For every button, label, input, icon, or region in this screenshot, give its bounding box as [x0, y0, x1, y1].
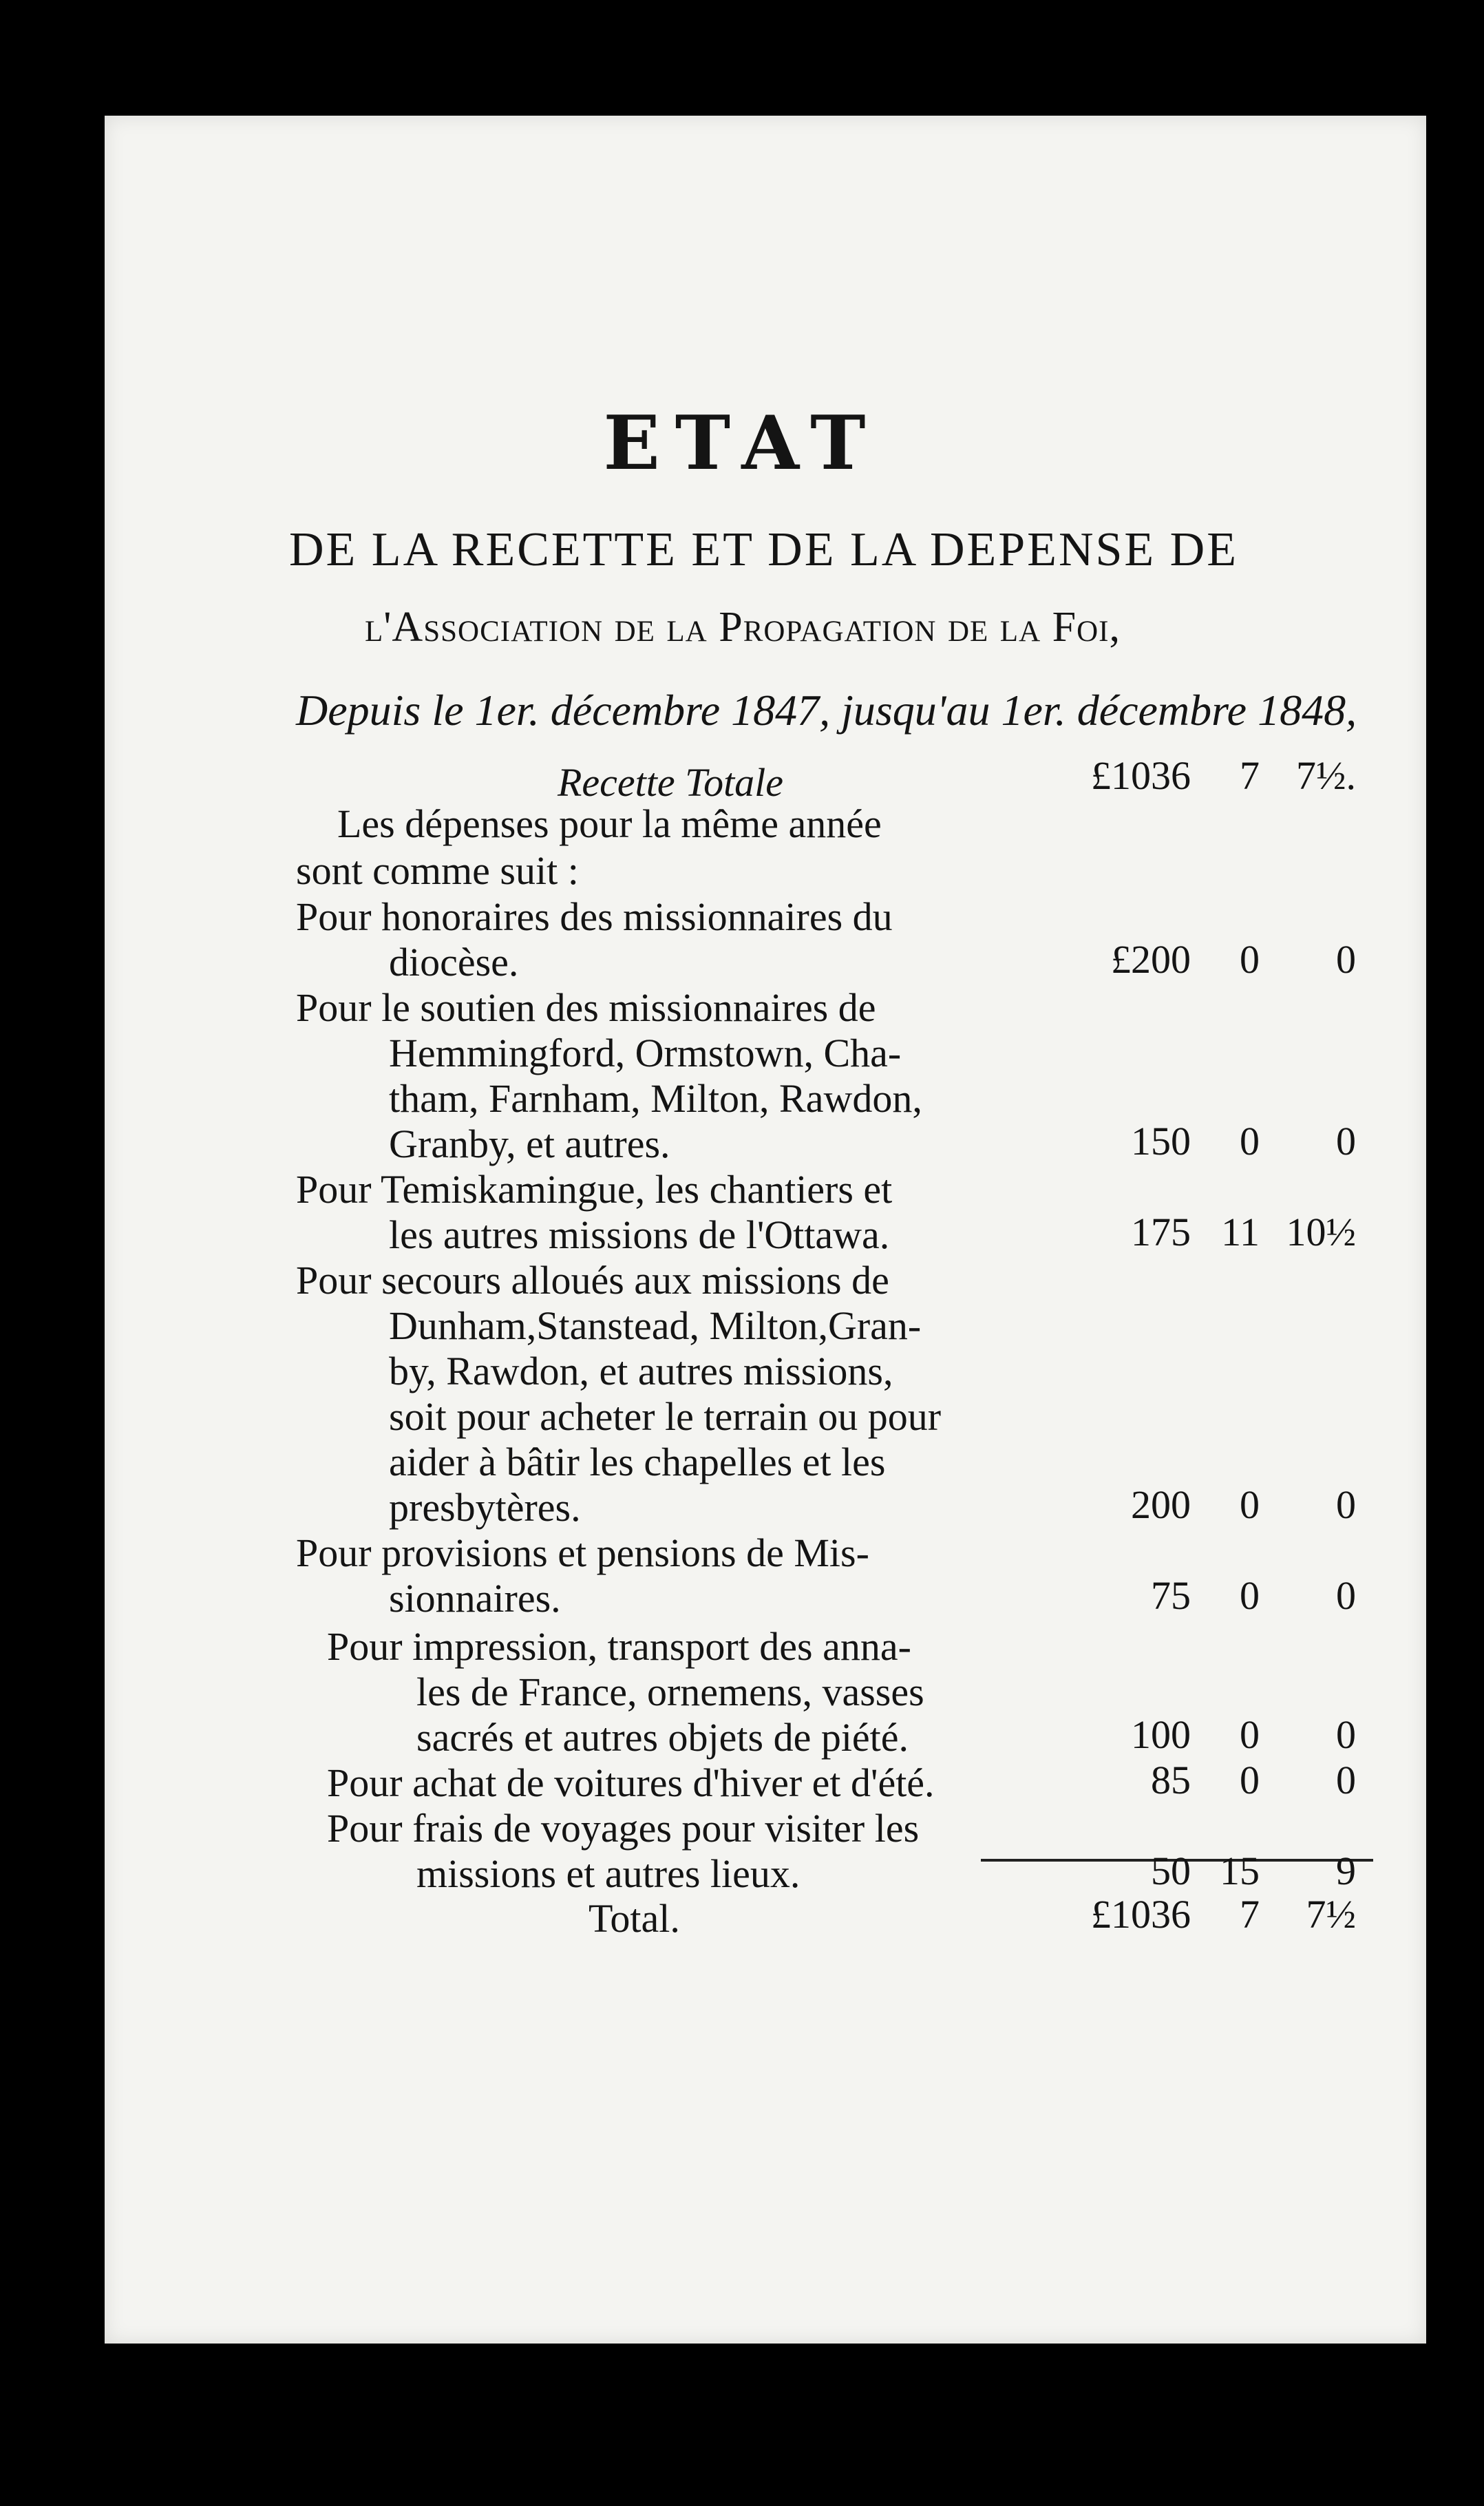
expense-pounds: 150	[1131, 1119, 1191, 1164]
expense-line: diocèse.	[389, 940, 519, 984]
expense-pounds: 100	[1131, 1712, 1191, 1757]
expense-shillings: 0	[1240, 1482, 1260, 1527]
expense-shillings: 11	[1221, 1210, 1260, 1254]
expense-shillings: 0	[1240, 1712, 1260, 1757]
expense-line: by, Rawdon, et autres missions,	[389, 1349, 893, 1393]
expense-line: Pour Temiskamingue, les chantiers et	[296, 1167, 893, 1212]
total-pence: 7½	[1306, 1892, 1356, 1937]
intro-line-1: Les dépenses pour la même année	[337, 801, 882, 846]
expense-pence: 10½	[1286, 1210, 1356, 1254]
total-label: Total.	[589, 1896, 680, 1941]
expense-pounds: 175	[1131, 1210, 1191, 1254]
expense-line: tham, Farnham, Milton, Rawdon,	[389, 1076, 922, 1121]
expense-pence: 0	[1336, 1482, 1356, 1527]
total-pounds: £1036	[1091, 1892, 1191, 1937]
expense-line: les autres missions de l'Ottawa.	[389, 1212, 890, 1257]
expense-line: Pour provisions et pensions de Mis-	[296, 1530, 869, 1575]
expense-line: presbytères.	[389, 1485, 581, 1530]
expense-line: Granby, et autres.	[389, 1122, 670, 1166]
expense-line: Pour honoraires des missionnaires du	[296, 894, 893, 939]
expense-pounds: £200	[1111, 937, 1191, 982]
receipt-shillings: 7	[1240, 753, 1260, 798]
expense-pence: 0	[1336, 1573, 1356, 1618]
expense-line: Hemmingford, Ormstown, Cha-	[389, 1031, 902, 1075]
receipt-pence: 7½.	[1296, 753, 1356, 798]
receipt-label: Recette Totale	[558, 760, 784, 805]
expense-shillings: 0	[1240, 1119, 1260, 1164]
expense-line: Pour achat de voitures d'hiver et d'été.	[327, 1760, 935, 1805]
receipt-pounds: £1036	[1091, 753, 1191, 798]
expense-pence: 0	[1336, 1758, 1356, 1802]
expense-pounds: 50	[1151, 1849, 1191, 1893]
expense-pence: 0	[1336, 937, 1356, 982]
intro-line-2: sont comme suit :	[296, 848, 579, 893]
expense-pence: 0	[1336, 1712, 1356, 1757]
expense-line: missions et autres lieux.	[416, 1851, 801, 1896]
expense-pounds: 85	[1151, 1758, 1191, 1802]
expense-line: Dunham,Stanstead, Milton,Gran-	[389, 1303, 922, 1348]
expense-line: sionnaires.	[389, 1576, 561, 1621]
expense-line: Pour frais de voyages pour visiter les	[327, 1806, 920, 1851]
expense-pounds: 75	[1151, 1573, 1191, 1618]
expense-pence: 0	[1336, 1119, 1356, 1164]
expense-shillings: 0	[1240, 937, 1260, 982]
expense-line: sacrés et autres objets de piété.	[416, 1715, 909, 1760]
expense-pounds: 200	[1131, 1482, 1191, 1527]
expense-shillings: 0	[1240, 1573, 1260, 1618]
expense-pence: 9	[1336, 1849, 1356, 1893]
document-title: ETAT	[603, 400, 881, 487]
document-subtitle-line1: DE LA RECETTE ET DE LA DEPENSE DE	[289, 523, 1238, 576]
expense-line: Pour le soutien des missionnaires de	[296, 985, 876, 1030]
document-period: Depuis le 1er. décembre 1847, jusqu'au 1er. décembre 1848,	[296, 686, 1357, 735]
expense-line: aider à bâtir les chapelles et les	[389, 1440, 886, 1484]
expense-line: Pour secours alloués aux missions de	[296, 1258, 889, 1303]
total-shillings: 7	[1240, 1892, 1260, 1937]
document-subtitle-line2: l'Association de la Propagation de la Foi,	[365, 604, 1121, 651]
expense-shillings: 0	[1240, 1758, 1260, 1802]
expense-line: Pour impression, transport des anna-	[327, 1624, 911, 1669]
expense-line: les de France, ornemens, vasses	[416, 1670, 924, 1714]
expense-shillings: 15	[1220, 1849, 1260, 1893]
expense-line: soit pour acheter le terrain ou pour	[389, 1394, 942, 1439]
